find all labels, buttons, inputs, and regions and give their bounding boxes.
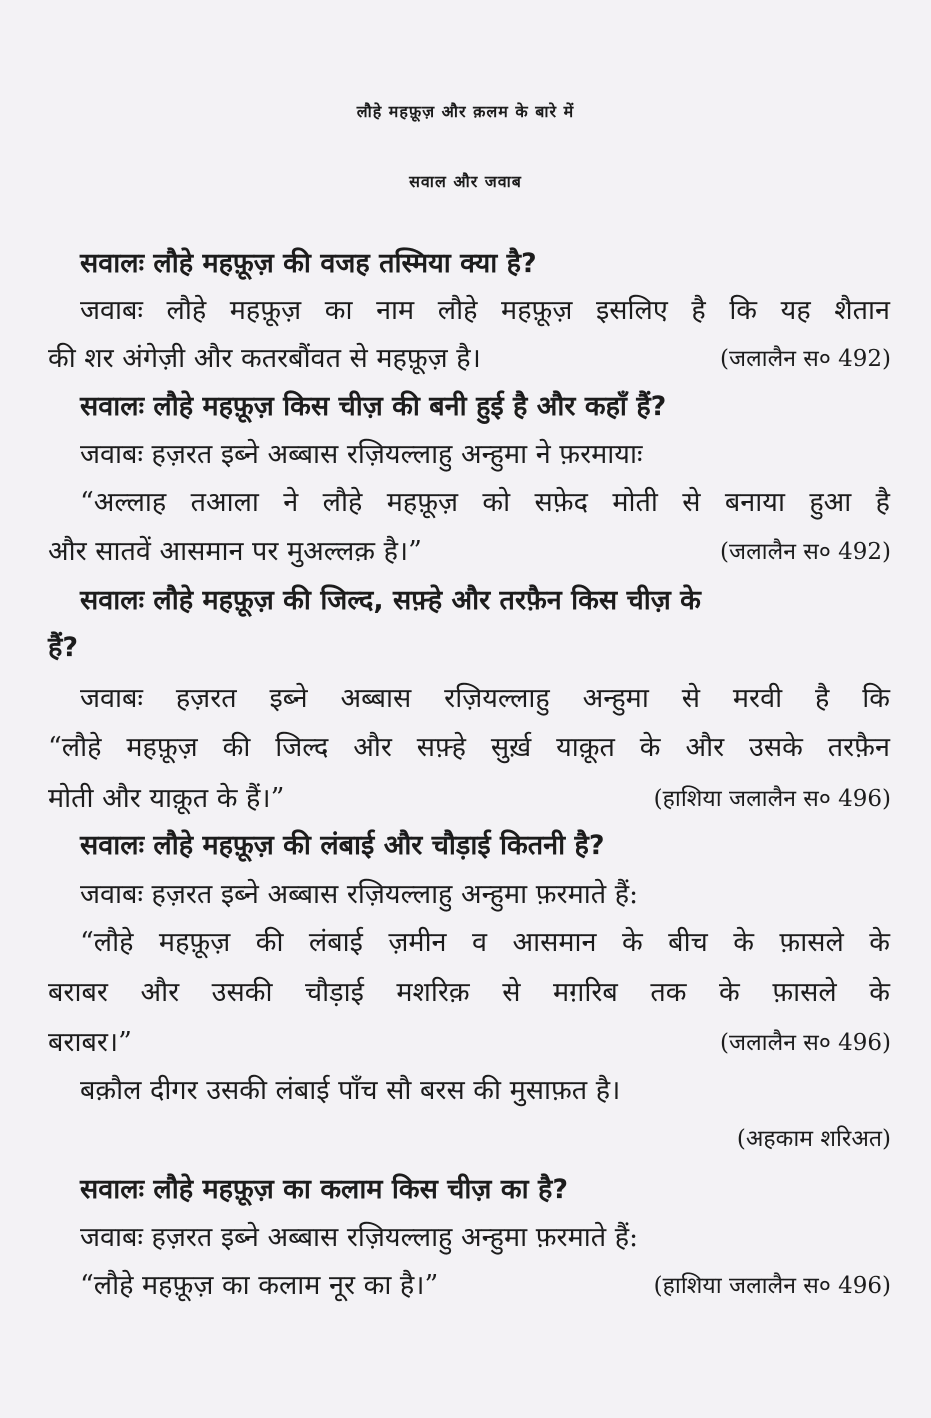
question-3-line-2: हैं? (48, 632, 78, 663)
answer-4-reference: (जलालैन स० 496) (720, 1030, 891, 1056)
answer-4-reference-2: (अहकाम शरिअत) (736, 1126, 891, 1152)
answer-3-line-2: “लौहे महफ़ूज़ की जिल्द और सफ़्हे सुर्ख़ याक़ूत के और उसके तरफ़ैन (48, 732, 890, 763)
answer-4-line-4: बराबर।” (48, 1027, 132, 1058)
question-2: सवालः लौहे महफ़ूज़ किस चीज़ की बनी हुई है और कहाँ हैं? (80, 391, 667, 422)
chapter-title-line-1: लौहे महफ़ूज़ और क़लम के बारे में (356, 102, 575, 121)
answer-5-line-2: “लौहे महफ़ूज़ का कलाम नूर का है।” (80, 1270, 439, 1301)
question-3-line-1: सवालः लौहे महफ़ूज़ की जिल्द, सफ़्हे और तरफ़ैन किस चीज़ के (80, 585, 701, 616)
answer-3-reference: (हाशिया जलालैन स० 496) (653, 786, 891, 812)
answer-4-line-3: बराबर और उसकी चौड़ाई मशरिक़ से मग़रिब तक के फ़ासले के (48, 977, 890, 1008)
question-5: सवालः लौहे महफ़ूज़ का कलाम किस चीज़ का है? (80, 1174, 568, 1205)
answer-3-line-3: मोती और याक़ूत के हैं।” (48, 783, 285, 814)
answer-2-line-2: “अल्लाह तआला ने लौहे महफ़ूज़ को सफ़ेद मोती से बनाया हुआ है (80, 487, 890, 518)
answer-5-line-1: जवाबः हज़रत इब्ने अब्बास रज़ियल्लाहु अन्हुमा फ़रमाते हैं: (80, 1222, 639, 1253)
answer-3-line-1: जवाबः हज़रत इब्ने अब्बास रज़ियल्लाहु अन्हुमा से मरवी है कि (80, 683, 890, 714)
question-4: सवालः लौहे महफ़ूज़ की लंबाई और चौड़ाई कितनी है? (80, 830, 605, 861)
answer-1-line-2: की शर अंगेज़ी और कतरबौंवत से महफ़ूज़ है। (48, 343, 481, 374)
question-1: सवालः लौहे महफ़ूज़ की वजह तस्मिया क्या है? (80, 248, 537, 279)
answer-5-reference: (हाशिया जलालैन स० 496) (653, 1273, 891, 1299)
answer-2-reference: (जलालैन स० 492) (720, 539, 891, 565)
answer-4-line-5: बक़ौल दीगर उसकी लंबाई पाँच सौ बरस की मुसाफ़त है। (80, 1075, 621, 1106)
answer-2-line-1: जवाबः हज़रत इब्ने अब्बास रज़ियल्लाहु अन्हुमा ने फ़रमायाः (80, 439, 643, 470)
chapter-title-line-2: सवाल और जवाब (409, 172, 522, 191)
answer-4-line-1: जवाबः हज़रत इब्ने अब्बास रज़ियल्लाहु अन्हुमा फ़रमाते हैं: (80, 879, 639, 910)
answer-2-line-3: और सातवें आसमान पर मुअल्लक़ है।” (48, 536, 422, 567)
answer-1-line-1: जवाबः लौहे महफ़ूज़ का नाम लौहे महफ़ूज़ इसलिए है कि यह शैतान (80, 295, 890, 326)
answer-4-line-2: “लौहे महफ़ूज़ की लंबाई ज़मीन व आसमान के बीच के फ़ासले के (80, 927, 890, 958)
answer-1-reference: (जलालैन स० 492) (720, 346, 891, 372)
